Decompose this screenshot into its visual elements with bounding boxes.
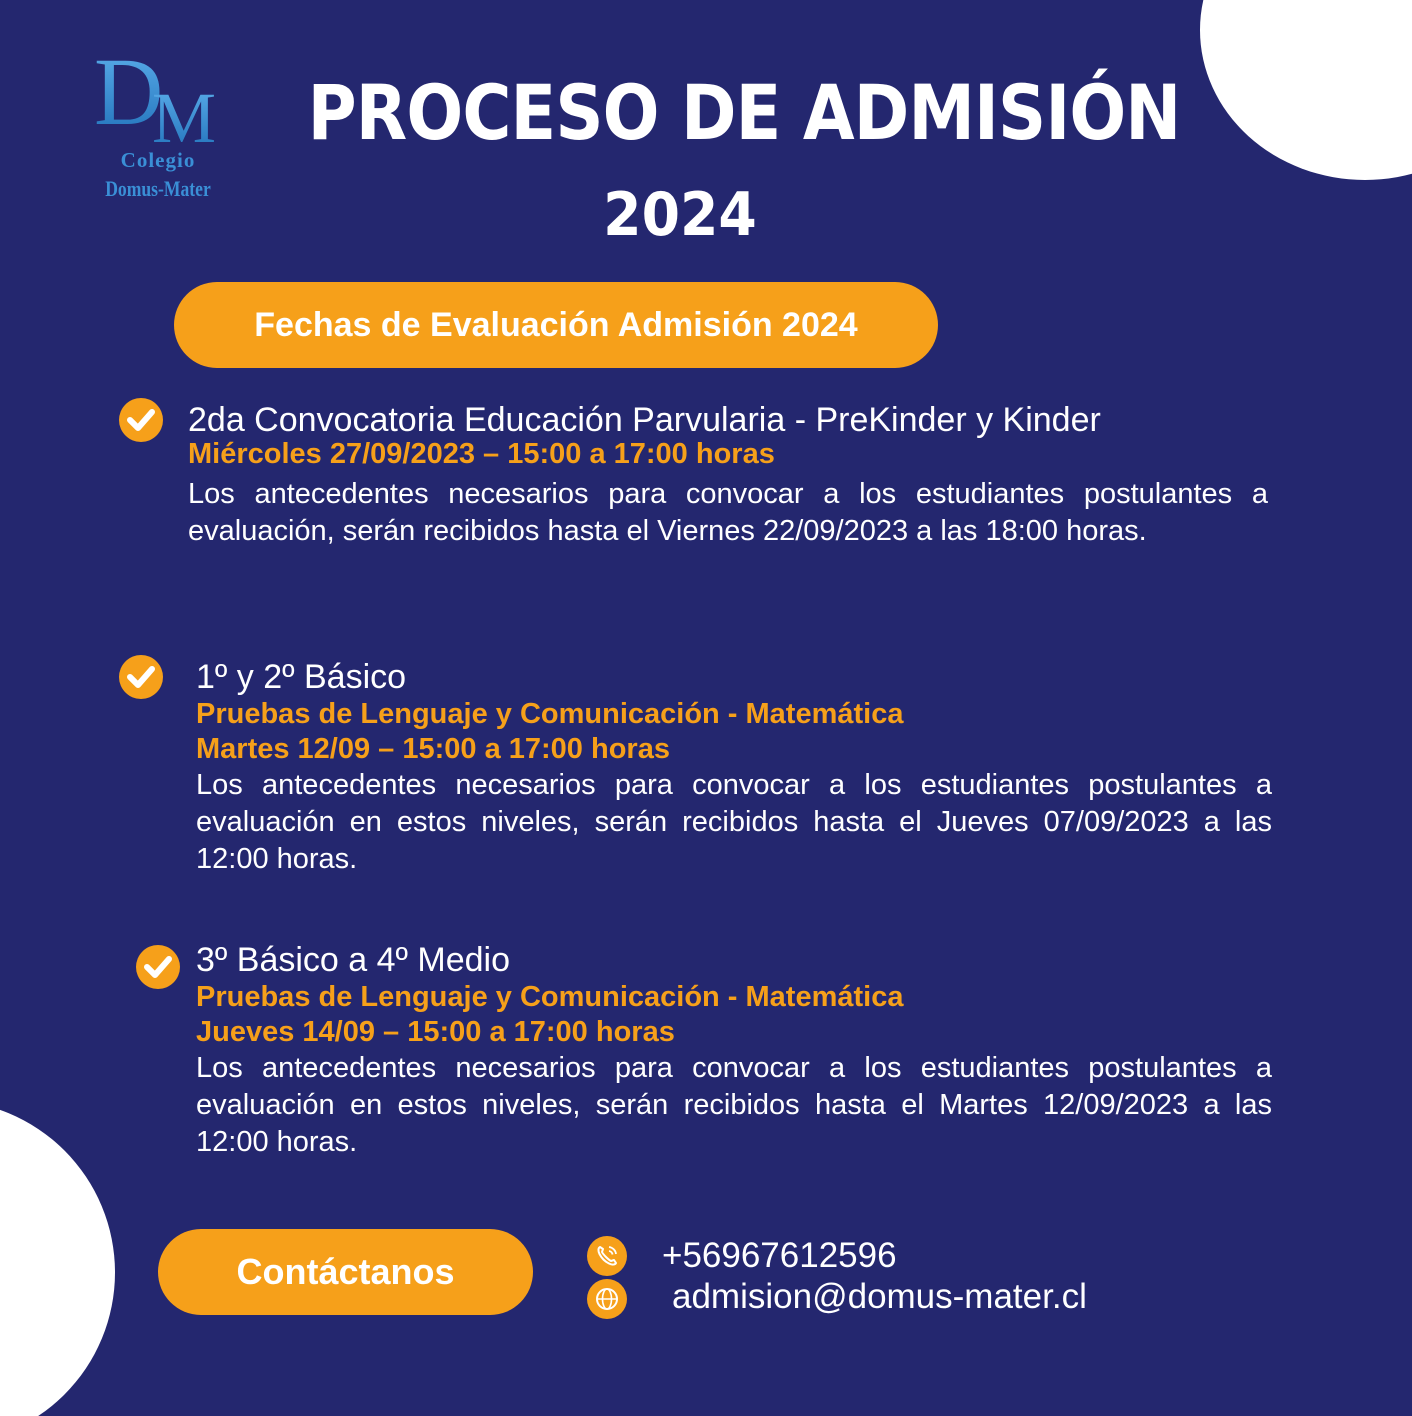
section-description: Los antecedentes necesarios para convocar a los estudiantes postulantes a evaluación en estos niveles, serán recibidos hasta el Martes 12/09/2023 a las 12:00 horas. [196, 1052, 1272, 1158]
check-circle-icon [119, 398, 163, 442]
contact-button[interactable]: Contáctanos [158, 1229, 533, 1315]
logo-monogram-m: M [152, 78, 217, 152]
globe-icon [587, 1279, 627, 1319]
section-subjects: Pruebas de Lenguaje y Comunicación - Matemática [196, 981, 904, 1013]
evaluation-dates-button[interactable]: Fechas de Evaluación Admisión 2024 [174, 282, 938, 368]
check-circle-icon [136, 945, 180, 989]
section-schedule: Jueves 14/09 – 15:00 a 17:00 horas [196, 1016, 675, 1048]
section-subjects: Pruebas de Lenguaje y Comunicación - Matemática [196, 698, 904, 730]
page-title: PROCESO DE ADMISIÓN [307, 68, 1181, 157]
section-description: Los antecedentes necesarios para convocar a los estudiantes postulantes a evaluación en estos niveles, serán recibidos hasta el Jueves 07/09/2023 a las 12:00 horas. [196, 769, 1272, 875]
contact-phone[interactable]: +56967612596 [662, 1236, 897, 1275]
section-description: Los antecedentes necesarios para convocar a los estudiantes postulantes a evaluación, serán recibidos hasta el Viernes 22/09/2023 a las 18:00 horas. [188, 478, 1268, 547]
page-year: 2024 [603, 180, 757, 250]
section-1-2-basico [196, 657, 1272, 878]
section-heading: 3º Básico a 4º Medio [196, 941, 511, 979]
school-logo [88, 32, 228, 207]
logo-monogram-d: D [94, 38, 164, 145]
section-schedule: Miércoles 27/09/2023 – 15:00 a 17:00 horas [188, 438, 775, 470]
section-3-basico-4-medio [196, 940, 1272, 1161]
decorative-blob-top-right [1200, 0, 1412, 180]
section-heading: 2da Convocatoria Educación Parvularia - PreKinder y Kinder [188, 401, 1101, 439]
section-heading: 1º y 2º Básico [196, 658, 407, 696]
decorative-blob-bottom-left [0, 1100, 115, 1416]
phone-icon [587, 1236, 627, 1276]
section-schedule: Martes 12/09 – 15:00 a 17:00 horas [196, 733, 670, 765]
check-circle-icon [119, 655, 163, 699]
logo-text-colegio: Colegio [120, 148, 196, 172]
logo-text-domus-mater: Domus-Mater [105, 176, 211, 201]
section-parvularia [188, 400, 1268, 550]
contact-email[interactable]: admision@domus-mater.cl [672, 1277, 1087, 1316]
